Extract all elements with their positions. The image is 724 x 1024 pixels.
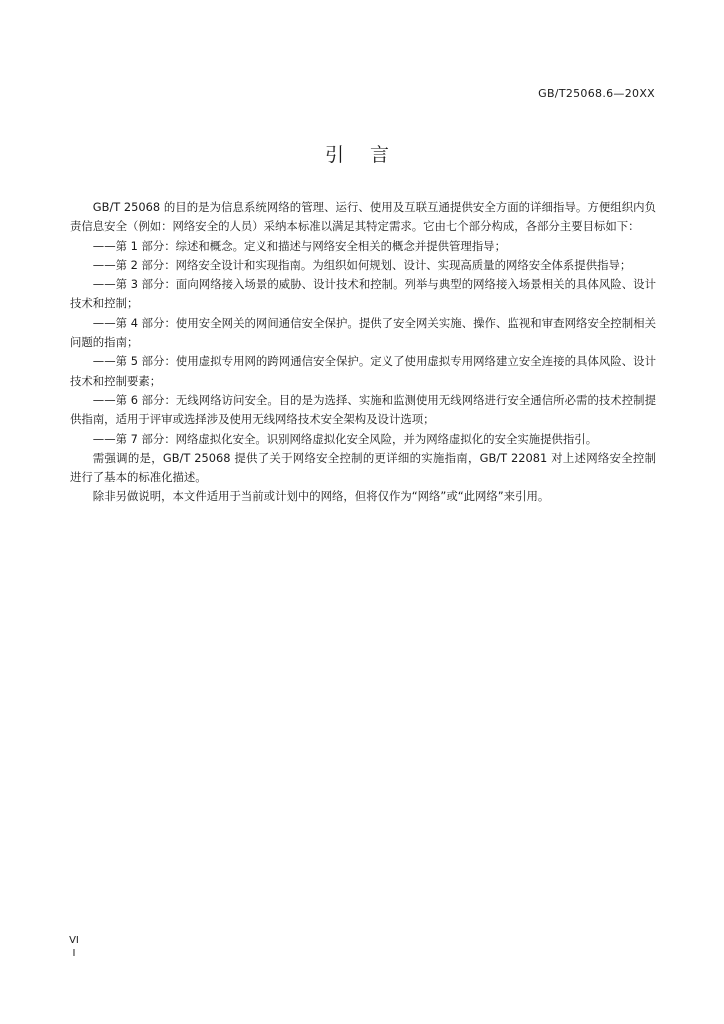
paragraph-part-4: ——第 4 部分：使用安全网关的网间通信安全保护。提供了安全网关实施、操作、监视和审查网络安全控制相关问题的指南；	[70, 315, 656, 350]
paragraph-part-6: ——第 6 部分：无线网络访问安全。目的是为选择、实施和监测使用无线网络进行安全通信所必需的技术控制提供指南，适用于评审或选择涉及使用无线网络技术安全架构及设计选项；	[70, 392, 656, 427]
standard-code: GB/T25068.6—20XX	[538, 87, 655, 100]
paragraph-part-3: ——第 3 部分：面向网络接入场景的威胁、设计技术和控制。列举与典型的网络接入场景相关的具体风险、设计技术和控制；	[70, 277, 656, 311]
paragraph-part-1: ——第 1 部分：综述和概念。定义和描述与网络安全相关的概念并提供管理指导；	[92, 238, 506, 253]
paragraph-part-2: ——第 2 部分：网络安全设计和实现指南。为组织如何规划、设计、实现高质量的网络安全体系提供指导；	[92, 257, 632, 272]
paragraph-part-5: ——第 5 部分：使用虚拟专用网的跨网通信安全保护。定义了使用虚拟专用网络建立安全连接的具体风险、设计技术和控制要素；	[70, 354, 656, 388]
page-title: 引 言	[324, 144, 400, 166]
paragraph-emphasis: 需强调的是，GB/T 25068 提供了关于网络安全控制的更详细的实施指南，GB/T 22081 对上述网络安全控制进行了基本的标准化描述。	[70, 450, 656, 485]
paragraph-scope: 除非另做说明，本文件适用于当前或计划中的网络，但将仅作为“网络”或“此网络”来引用。	[92, 489, 550, 504]
paragraph-intro: GB/T 25068 的目的是为信息系统网络的管理、运行、使用及互联互通提供安全方面的详细指导。方便组织内负责信息安全（例如：网络安全的人员）采纳本标准以满足其特定需求。它由七个部分构成，各部分主要目标如下：	[70, 200, 656, 234]
document-body	[70, 198, 656, 507]
page-number: VII	[69, 935, 79, 959]
paragraph-part-7: ——第 7 部分：网络虚拟化安全。识别网络虚拟化安全风险，并为网络虚拟化的安全实施提供指引。	[92, 431, 598, 446]
